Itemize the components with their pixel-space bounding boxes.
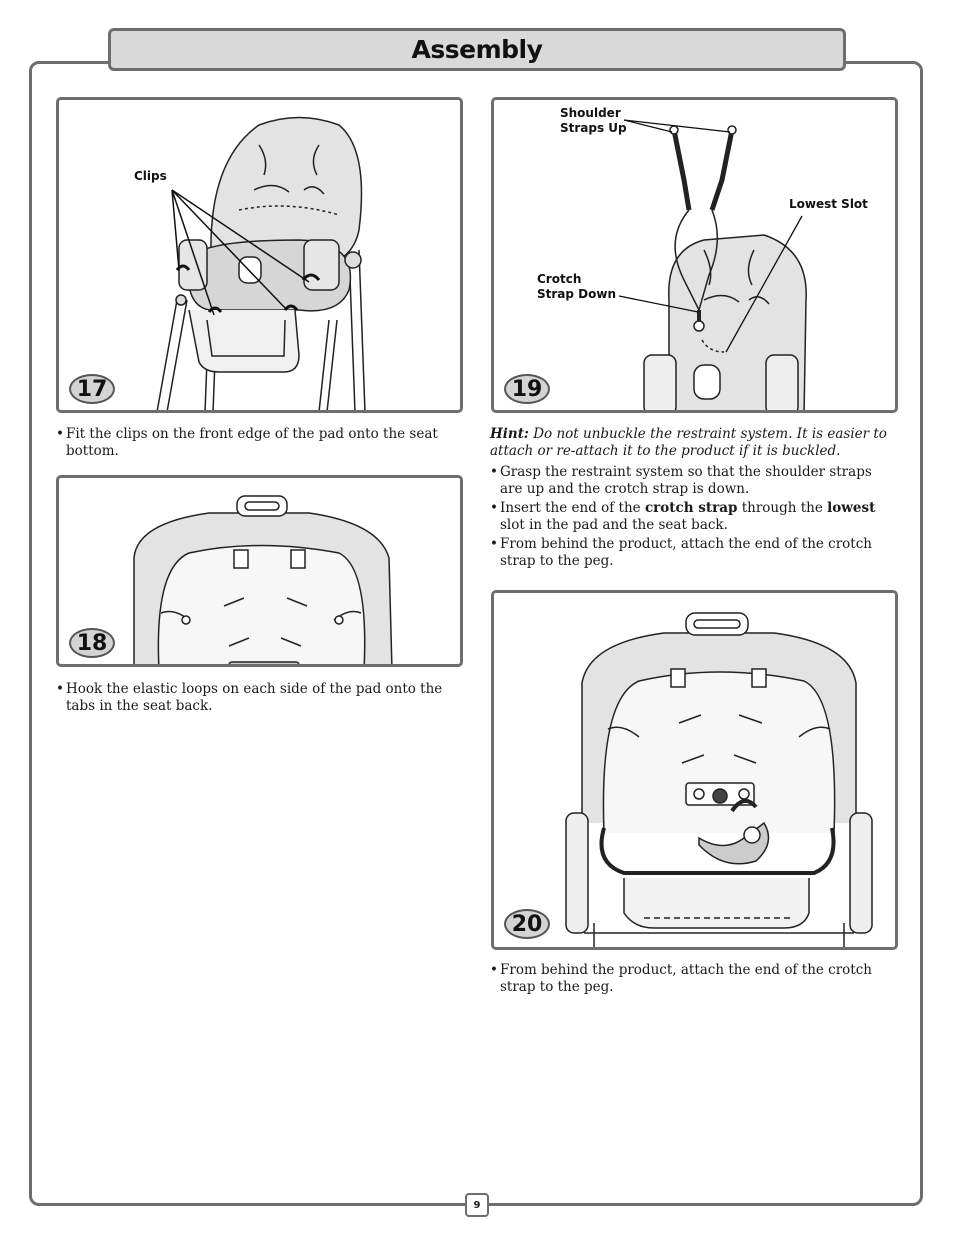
step-19-illustration <box>494 100 898 413</box>
hint-text: Do not unbuckle the restraint system. It is easier to attach or re-attach it to the product if it is buckled. <box>490 426 887 459</box>
step-20-instructions <box>490 962 895 998</box>
step-19-bullet-3: • From behind the product, attach the end of the crotch strap to the peg. <box>490 536 872 569</box>
step-17-instructions <box>56 426 451 462</box>
step-19-panel <box>491 97 898 413</box>
step-18-illustration <box>59 478 463 667</box>
hint-label: Hint: <box>490 426 529 442</box>
step-19-badge: 19 <box>504 374 550 404</box>
step-17-badge: 17 <box>69 374 115 404</box>
step-18-panel <box>56 475 463 667</box>
step-18-bullet: • Hook the elastic loops on each side of the pad onto the tabs in the seat back. <box>56 681 443 714</box>
step-19-bullet-2: • Insert the end of the crotch strap through the lowest slot in the pad and the seat back. <box>490 500 876 533</box>
step-18-instructions <box>56 681 451 717</box>
step-18-badge: 18 <box>69 628 115 658</box>
step-19-instructions <box>490 426 895 572</box>
lowest-slot-callout: Lowest Slot <box>789 197 868 211</box>
step-20-badge: 20 <box>504 909 550 939</box>
page-title: Assembly <box>411 35 543 64</box>
hint-line <box>490 426 895 460</box>
page-number: 9 <box>465 1193 489 1217</box>
step-20-bullet: • From behind the product, attach the end of the crotch strap to the peg. <box>490 962 872 995</box>
crotch-strap-callout: Crotch Strap Down <box>537 272 616 301</box>
step-17-bullet: • Fit the clips on the front edge of the pad onto the seat bottom. <box>56 426 438 459</box>
shoulder-straps-callout: Shoulder Straps Up <box>560 106 627 135</box>
step-20-panel <box>491 590 898 950</box>
title-bar <box>108 28 846 71</box>
step-20-illustration <box>494 593 898 950</box>
step-17-panel <box>56 97 463 413</box>
step-19-bullet-1: • Grasp the restraint system so that the shoulder straps are up and the crotch strap is down. <box>490 464 872 497</box>
step-17-illustration <box>59 100 463 413</box>
clips-callout: Clips <box>134 169 167 183</box>
